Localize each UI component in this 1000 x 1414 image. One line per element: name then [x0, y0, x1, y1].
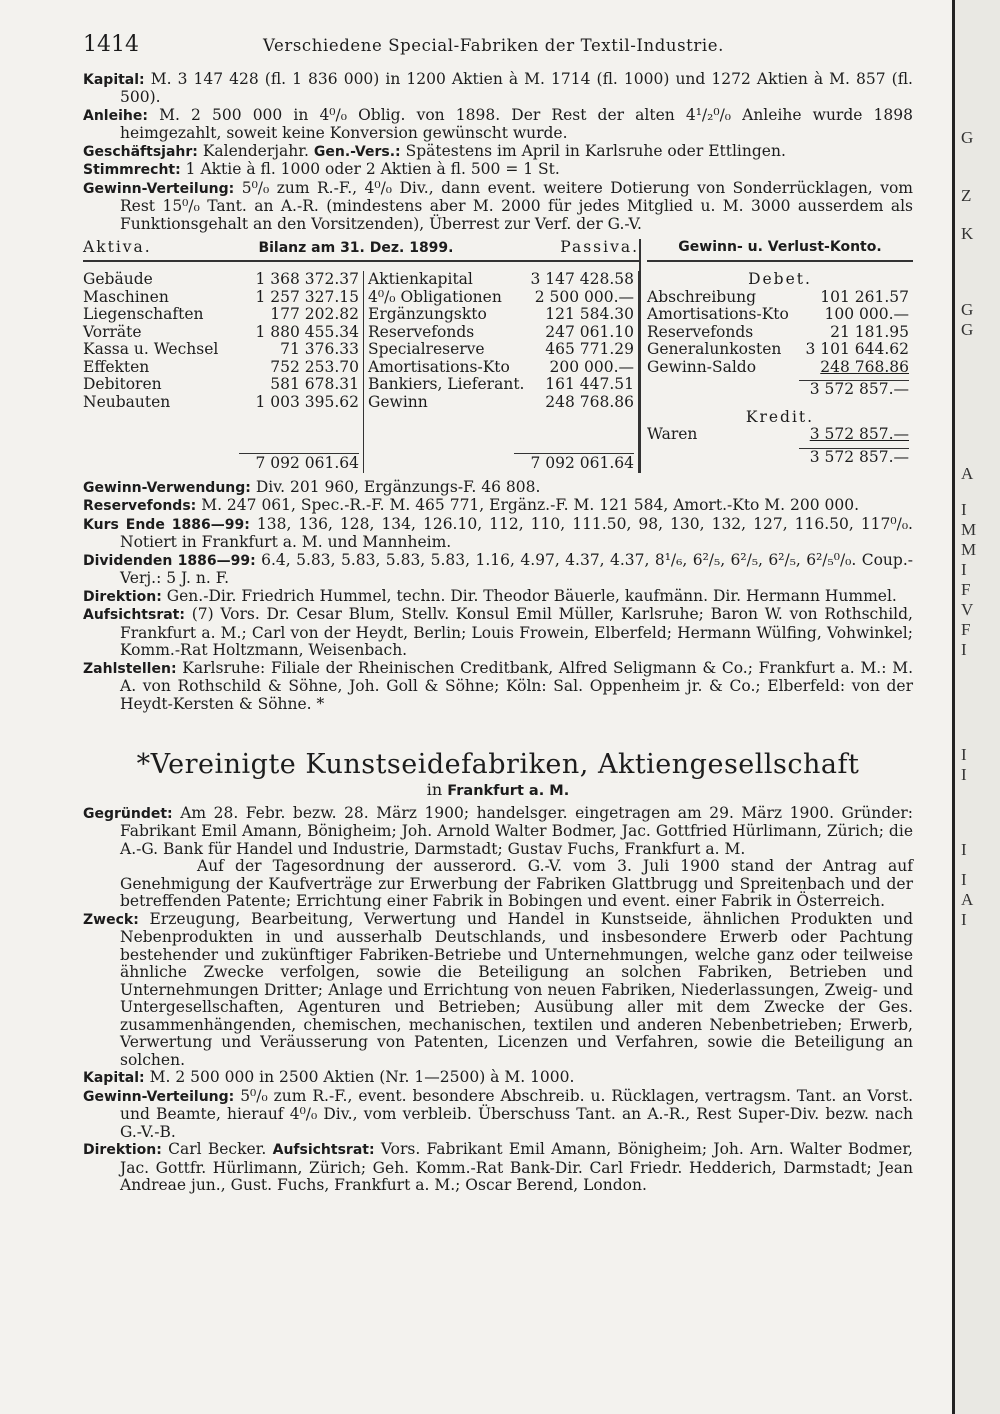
row-value: 248 768.86 [545, 392, 634, 411]
row-value: 247 061.10 [545, 322, 634, 341]
row-value: 581 678.31 [270, 375, 359, 393]
kredit-section [647, 409, 913, 467]
table-row [647, 359, 913, 377]
row-value: 21 181.95 [830, 322, 909, 341]
running-title: Verschiedene Special-Fabriken der Textil-Industrie. [263, 36, 724, 55]
row-value: 200 000.— [549, 357, 634, 376]
reservefonds-text: M. 247 061, Spec.-R.-F. M. 465 771, Ergänz.-F. M. 121 584, Amort.-Kto M. 200 000. [201, 496, 860, 514]
edge-letter: K [961, 224, 974, 243]
subtitle-city: Frankfurt a. M. [447, 783, 570, 799]
direktion-entry [83, 588, 913, 607]
row-value: 248 768.86 [820, 357, 909, 376]
kurs-label: Kurs Ende 1886—99: [83, 516, 250, 533]
table-row [83, 359, 363, 377]
gen-vers-text: Spätestens im April in Karlsruhe oder Ettlingen. [405, 141, 786, 160]
direktion2-text: Carl Becker. [168, 1140, 267, 1158]
row-value: 2 500 000.— [534, 287, 634, 306]
geschaeftsjahr-text: Kalenderjahr. [202, 141, 309, 160]
financial-tables [83, 239, 913, 473]
aktiva-total-value: 7 092 061.64 [239, 453, 359, 473]
table-row [83, 271, 363, 289]
row-label: Kassa u. Wechsel [83, 340, 219, 358]
zweck-label: Zweck: [83, 911, 139, 928]
row-label: Amortisations-Kto [647, 305, 789, 323]
row-label: Reservefonds [647, 322, 754, 341]
kredit-total-value: 3 572 857.— [799, 448, 909, 467]
edge-letter: Z [961, 186, 972, 205]
balance-sheet-header [83, 239, 639, 262]
edge-letter: A [961, 464, 974, 483]
edge-letter: F [961, 580, 971, 599]
page-number: 1414 [83, 32, 139, 57]
table-row [647, 426, 913, 444]
subtitle-prefix: in [426, 780, 443, 799]
debet-total [647, 380, 913, 399]
edge-letter: G [961, 320, 974, 339]
aufsichtsrat-entry [83, 606, 913, 660]
zweck-text: Erzeugung, Bearbeitung, Verwertung und Handel in Kunstseide, ähnlichen Produkten und Nebenprodukten in und ausserhalb Deutschlands, und insbesondere Erwerb oder Pachtung bestehender und zukünftiger Fabriken-Betriebe und Unternehmungen, welche ganz oder teilweise ähnliche Zwecke verfolgen, sowie die Beteiligung an solchen Fabriken, Betrieben und Unternehmungen Dritter; Anlage und Errichtung von neuen Fabriken, Niederlassungen, Zweig- und Untergesellschaften, Agenturen und Betrieben; Ausübung aller mit dem Zwecke der Ges. zusammenhängenden, chemischen, mechanischen, textilen und anderen Nebenbetrieben; Erwerb, Verwertung und Veräusserung von Patenten, Licenzen und Verfahren, sowie die Beteiligung an solchen. [120, 909, 913, 1069]
edge-letter: I [961, 840, 967, 859]
gewinn-verteilung2-text: 5⁰/₀ zum R.-F., event. besondere Abschreib. u. Rücklagen, vertragsm. Tant. an Vorst. und Beamte, hierauf 4⁰/₀ Div., vom verbleib. Überschuss Tant. an A.-R., Rest Super-Div. bezw. nach G.-V.-B. [120, 1086, 913, 1141]
kapital-text: M. 3 147 428 (fl. 1 836 000) in 1200 Aktien à M. 1714 (fl. 1000) und 1272 Aktien à M. 857 (fl. 500). [120, 69, 913, 106]
aktiva-column [83, 271, 364, 473]
row-value: 101 261.57 [820, 287, 909, 306]
row-label: Debitoren [83, 375, 162, 393]
table-row [368, 376, 638, 394]
table-row [368, 341, 638, 359]
table-row [647, 341, 913, 359]
table-row [83, 289, 363, 307]
row-label: Specialreserve [368, 340, 485, 358]
row-value: 1 003 395.62 [255, 392, 359, 411]
zahlstellen-label: Zahlstellen: [83, 660, 177, 677]
profit-loss-header [647, 239, 913, 262]
edge-letter: G [961, 300, 974, 319]
edge-letter: M [961, 520, 977, 539]
zahlstellen-entry [83, 660, 913, 714]
row-value: 1 880 455.34 [255, 322, 359, 341]
row-value: 1 368 372.37 [255, 270, 359, 288]
aufsichtsrat-text: (7) Vors. Dr. Cesar Blum, Stellv. Konsul Emil Müller, Karlsruhe; Baron W. von Rothschild, Frankfurt a. M.; Carl von der Heydt, Berlin; Louis Frowein, Elberfeld; Hermann Wülfing, Vohwinkel; Komm.-Rat Holtzmann, Weisenbach. [120, 605, 913, 659]
table-row [83, 376, 363, 394]
gewinn-verwendung-entry [83, 479, 913, 498]
gewinn-verteilung-entry [83, 180, 913, 234]
gegruendet-text: Am 28. Febr. bezw. 28. März 1900; handelsger. eingetragen am 29. März 1900. Gründer: Fabrikant Emil Amann, Bönigheim; Joh. Arnold Walter Bodmer, Jac. Gottfried Hürlimann, Zürich; die A.-G. Bank für Handel und Industrie, Darmstadt; Gustav Fuchs, Frankfurt a. M. [120, 803, 913, 858]
row-label: Generalunkosten [647, 340, 782, 358]
table-row [368, 306, 638, 324]
dividenden-entry [83, 552, 913, 588]
kapital2-entry [83, 1069, 913, 1088]
edge-letter: F [961, 620, 971, 639]
kurs-entry [83, 516, 913, 552]
anleihe-label: Anleihe: [83, 107, 148, 124]
table-row [647, 324, 913, 342]
gewinn-verteilung2-label: Gewinn-Verteilung: [83, 1088, 235, 1105]
balance-columns [83, 271, 639, 473]
geschaeftsjahr-label: Geschäftsjahr: [83, 143, 198, 160]
edge-letter: I [961, 765, 967, 784]
table-row [368, 289, 638, 307]
row-value: 3 572 857.— [809, 425, 909, 443]
kapital2-text: M. 2 500 000 in 2500 Aktien (Nr. 1—2500) à M. 1000. [149, 1068, 575, 1086]
edge-letter: I [961, 560, 967, 579]
table-row [368, 359, 638, 377]
gen-vers-label: Gen.-Vers.: [313, 143, 401, 160]
row-label: Waren [647, 425, 698, 443]
row-value: 161 447.51 [545, 375, 634, 393]
row-label: Bankiers, Lieferant. [368, 375, 525, 393]
row-label: Abschreibung [647, 287, 757, 306]
debet-label: Debet. [748, 270, 812, 288]
direktion-text: Gen.-Dir. Friedrich Hummel, techn. Dir. Theodor Bäuerle, kaufmänn. Dir. Hermann Hummel. [166, 586, 897, 605]
row-label: Liegenschaften [83, 305, 204, 323]
row-label: Gewinn-Saldo [647, 357, 757, 376]
passiva-label: Passiva. [560, 238, 639, 256]
row-label: 4⁰/₀ Obligationen [368, 287, 502, 306]
direktion2-label: Direktion: [83, 1142, 162, 1158]
edge-letter: I [961, 640, 967, 659]
edge-letter: I [961, 500, 967, 519]
row-value: 100 000.— [824, 305, 909, 323]
adjacent-page-edge [952, 0, 1000, 1414]
kurs-text: 138, 136, 128, 134, 126.10, 112, 110, 111.50, 98, 130, 132, 127, 116.50, 117⁰/₀. Notiert in Frankfurt a. M. und Mannheim. [120, 514, 913, 551]
gegruendet-paragraph: Auf der Tagesordnung der ausserord. G.-V. vom 3. Juli 1900 stand der Antrag auf Genehmigung der Kaufverträge zur Erwerbung der Fabriken Glattbrugg und Spreitenbach und der betreffenden Patente; Errichtung einer Fabrik in Bobingen und event. einer Fabrik in Österreich. [120, 857, 913, 910]
edge-letter: A [961, 890, 974, 909]
geschaeftsjahr-entry [83, 143, 913, 162]
gewinn-verteilung-text: 5⁰/₀ zum R.-F., 4⁰/₀ Div., dann event. weitere Dotierung von Sonderrücklagen, vom Rest 15⁰/₀ Tant. an A.-R. (mindestens aber M. 2000 für jedes Mitglied u. M. 3000 ausserdem als Funktionsgehalt an den Vorsitzenden), Überrest zur Verf. der G.-V. [120, 178, 913, 233]
zahlstellen-text: Karlsruhe: Filiale der Rheinischen Creditbank, Alfred Seligmann & Co.; Frankfurt a. M.: M. A. von Rothschild & Söhne, Joh. Goll & Söhne; Köln: Sal. Oppenheim jr. & Co.; Elberfeld: von der Heydt-Kersten & Söhne. * [120, 658, 913, 713]
row-value: 1 257 327.15 [255, 287, 359, 306]
row-value: 3 101 644.62 [805, 340, 909, 358]
company-subtitle [83, 781, 913, 801]
row-label: Effekten [83, 357, 150, 376]
aufsichtsrat2-text: Vors. Fabrikant Emil Amann, Bönigheim; Joh. Arn. Walter Bodmer, Jac. Gottfr. Hürlimann, Zürich; Geh. Komm.-Rat Bank-Dir. Carl Friedr. Hedderich, Darmstadt; Jean Andreae jun., Gust. Fuchs, Frankfurt a. M.; Oscar Berend, London. [120, 1140, 913, 1194]
company-title: *Vereinigte Kunstseidefabriken, Aktiengesellschaft [136, 749, 860, 780]
row-value: 71 376.33 [280, 340, 359, 358]
table-row [83, 324, 363, 342]
edge-letter: M [961, 540, 977, 559]
gewinn-verteilung-label: Gewinn-Verteilung: [83, 180, 235, 197]
row-value: 3 147 428.58 [530, 270, 634, 288]
kapital2-label: Kapital: [83, 1070, 145, 1086]
kredit-label: Kredit. [745, 407, 815, 426]
table-row [83, 306, 363, 324]
edge-letter: I [961, 870, 967, 889]
edge-letter: I [961, 910, 967, 929]
reservefonds-label: Reservefonds: [83, 498, 197, 514]
table-row [368, 324, 638, 342]
aktiva-total [83, 453, 363, 473]
anleihe-text: M. 2 500 000 in 4⁰/₀ Oblig. von 1898. Der Rest der alten 4¹/₂⁰/₀ Anleihe wurde 1898 heimgezahlt, soweit keine Konversion gewünscht wurde. [120, 105, 913, 142]
gewinn-verwendung-label: Gewinn-Verwendung: [83, 479, 251, 496]
row-label: Aktienkapital [368, 270, 473, 288]
dividenden-text: 6.4, 5.83, 5.83, 5.83, 5.83, 1.16, 4.97, 4.37, 4.37, 8¹/₆, 6²/₅, 6²/₅, 6²/₅, 6²/₅⁰/₀. Coup.-Verj.: 5 J. n. F. [120, 550, 913, 587]
aufsichtsrat2-label: Aufsichtsrat: [272, 1142, 375, 1158]
debet-total-value: 3 572 857.— [799, 380, 909, 399]
table-row [647, 289, 913, 307]
balance-sheet-title: Bilanz am 31. Dez. 1899. [258, 240, 454, 256]
row-label: Maschinen [83, 287, 169, 306]
debet-section [647, 271, 913, 399]
gegruendet-label: Gegründet: [83, 805, 173, 822]
row-label: Ergänzungskto [368, 305, 487, 323]
table-row [83, 394, 363, 412]
row-value: 465 771.29 [545, 340, 634, 358]
row-label: Reservefonds [368, 322, 475, 341]
kapital-entry [83, 71, 913, 107]
reservefonds-entry [83, 497, 913, 516]
profit-loss-title: Gewinn- u. Verlust-Konto. [678, 239, 882, 255]
page-header [83, 32, 913, 57]
zweck-entry [83, 911, 913, 1070]
dividenden-label: Dividenden 1886—99: [83, 552, 256, 569]
stimmrecht-entry [83, 161, 913, 180]
row-value: 121 584.30 [545, 305, 634, 323]
row-label: Gebäude [83, 270, 153, 288]
row-label: Neubauten [83, 392, 171, 411]
edge-letter: V [961, 600, 974, 619]
row-value: 177 202.82 [270, 305, 359, 323]
anleihe-entry [83, 107, 913, 143]
passiva-column [364, 271, 639, 473]
aufsichtsrat-label: Aufsichtsrat: [83, 607, 185, 623]
row-label: Amortisations-Kto [368, 357, 510, 376]
table-row [368, 271, 638, 289]
kredit-total [647, 448, 913, 467]
table-row [368, 394, 638, 412]
row-label: Vorräte [83, 322, 142, 341]
row-label: Gewinn [368, 392, 428, 411]
table-row [647, 306, 913, 324]
aktiva-label: Aktiva. [83, 238, 152, 256]
gewinn-verteilung2-entry [83, 1088, 913, 1142]
stimmrecht-text: 1 Aktie à fl. 1000 oder 2 Aktien à fl. 500 = 1 St. [185, 160, 560, 178]
stimmrecht-label: Stimmrecht: [83, 162, 181, 178]
row-value: 752 253.70 [270, 357, 359, 376]
table-row [83, 341, 363, 359]
edge-letter: G [961, 128, 974, 147]
gewinn-verwendung-text: Div. 201 960, Ergänzungs-F. 46 808. [255, 477, 541, 496]
direktion-label: Direktion: [83, 588, 162, 605]
balance-sheet [83, 239, 639, 473]
direktion2-entry [83, 1141, 913, 1195]
passiva-total-value: 7 092 061.64 [514, 453, 634, 473]
kapital-label: Kapital: [83, 71, 145, 88]
edge-letter: I [961, 745, 967, 764]
gegruendet-entry [83, 805, 913, 859]
passiva-total [368, 453, 638, 473]
page-content [83, 32, 913, 1195]
profit-loss-account [639, 239, 913, 473]
